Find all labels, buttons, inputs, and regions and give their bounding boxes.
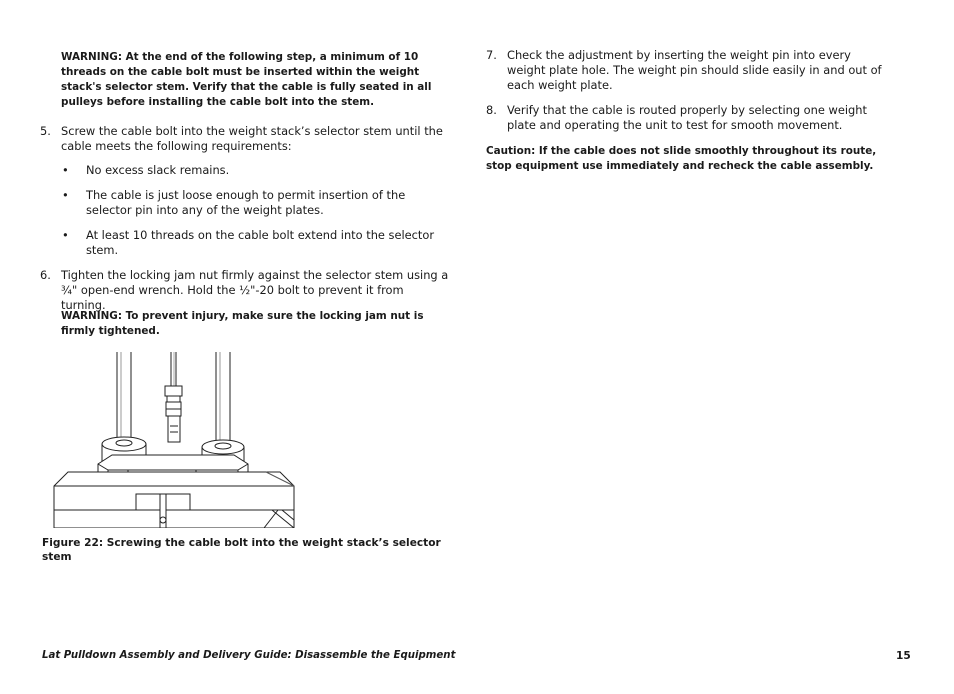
- step-7-number: 7.: [486, 48, 497, 62]
- bullet-text: No excess slack remains.: [86, 163, 230, 177]
- bullet-text: At least 10 threads on the cable bolt extend into the selector stem.: [86, 228, 435, 257]
- figure-caption: Figure 22: Screwing the cable bolt into the weight stack’s selector stem: [42, 537, 441, 563]
- step-6-number: 6.: [40, 268, 51, 282]
- bullet-icon: •: [62, 228, 69, 242]
- caution-note: Caution: If the cable does not slide smoothly throughout its route, stop equipment use immediately and recheck the cable assembly.: [486, 145, 877, 172]
- warning-threads: WARNING: At the end of the following step, a minimum of 10 threads on the cable bolt must be inserted within the weight stack's selector stem. Verify that the cable is fully seated in all pulleys before installing the cable bolt into the stem.: [61, 51, 432, 108]
- footer-title: Lat Pulldown Assembly and Delivery Guide: Disassemble the Equipment: [42, 650, 456, 661]
- step-8-text: Verify that the cable is routed properly by selecting one weight plate and operating the unit to test for smooth movement.: [507, 103, 867, 132]
- step-5-number: 5.: [40, 124, 51, 138]
- warning-jam-nut: WARNING: To prevent injury, make sure the locking jam nut is firmly tightened.: [61, 310, 424, 337]
- step-7-text: Check the adjustment by inserting the weight pin into every weight plate hole. The weight pin should slide easily in and out of each weight plate.: [507, 48, 882, 92]
- step-8-number: 8.: [486, 103, 497, 117]
- bullet-icon: •: [62, 188, 69, 202]
- step-5-text: Screw the cable bolt into the weight stack’s selector stem until the cable meets the following requirements:: [61, 124, 443, 153]
- step-6-text: Tighten the locking jam nut firmly against the selector stem using a ¾" open-end wrench. Hold the ½"-20 bolt to prevent it from turning.: [61, 268, 449, 312]
- bullet-text: The cable is just loose enough to permit insertion of the selector pin into any of the weight plates.: [86, 188, 406, 217]
- page-number: 15: [896, 650, 911, 662]
- figure-22-illustration: [52, 352, 296, 528]
- bullet-icon: •: [62, 163, 69, 177]
